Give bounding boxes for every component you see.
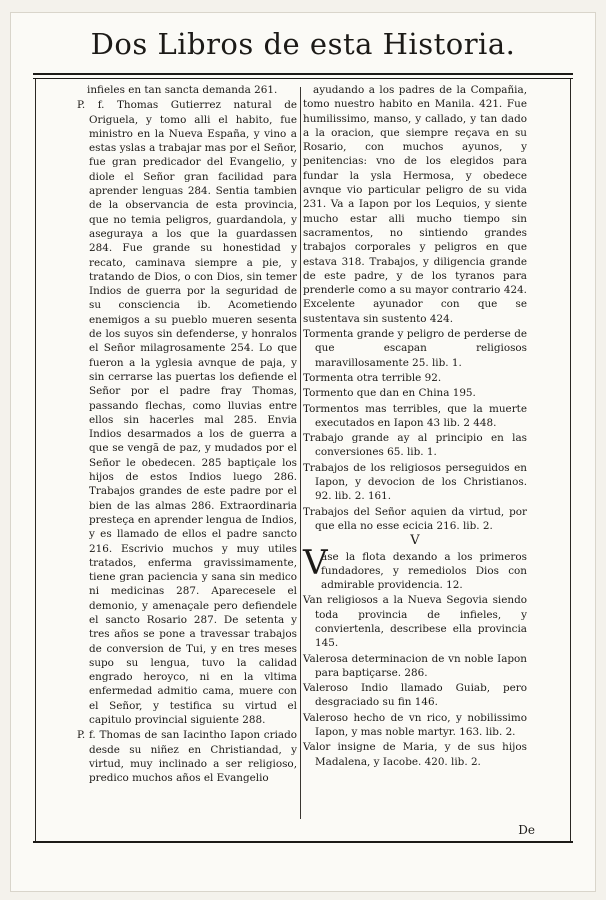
left-margin-rule	[35, 79, 36, 841]
index-entry: Tormenta grande y peligro de perderse de que escapan religiosos maravillosamente 25. lib. 1.	[303, 328, 527, 369]
index-entry: P. f. Thomas de san Iacintho Iapon criado desde su niñez en Christiandad, y virtud, muy inclinado a ser religioso, predico muchos años el Evangelio	[77, 729, 297, 785]
header-rule	[33, 73, 573, 75]
right-margin-rule	[570, 79, 571, 841]
index-entry: Tormentos mas terribles, que la muerte executados en Iapon 43 lib. 2 448.	[303, 402, 527, 429]
drop-cap: V	[303, 542, 328, 583]
index-entry: Trabajo grande ay al principio en las conversiones 65. lib. 1.	[303, 432, 527, 459]
index-entry: infieles en tan sancta demanda 261.	[87, 84, 278, 96]
index-entry: Tormento que dan en China 195.	[303, 387, 476, 400]
left-column	[77, 83, 297, 821]
column-divider	[300, 87, 301, 819]
footer-rule	[33, 841, 573, 843]
index-entry: Trabajos de los religiosos perseguidos en Iapon, y devocion de los Christianos. 92. lib. 2. 161.	[303, 461, 527, 503]
index-entry: Valeroso Indio llamado Guiab, pero desgraciado su fin 146.	[303, 682, 527, 709]
index-entry: ayudando a los padres de la Compañia, tomo nuestro habito en Manila. 421. Fue humilissimo, manso, y callado, y tan dado a la oracion, que siempre reçava en su Rosario, con muchos ayunos, y penitencias: vno de los elegidos para fundar la ysla Hermosa, y obedece avnque vio particular peligro de su vida 231. Va a Iapon por los Lequios, y siente mucho estar alli mucho tiempo sin sacramentos, no sintiendo grandes trabajos corporales y peligros en que estava 318. Trabajos, y diligencia grande de este padre, y de los tyranos para prenderle como a su mayor contrario 424. Excelente ayunador con que se sustentava sin sustento 424.	[303, 84, 527, 325]
index-entry: Trabajos del Señor aquien da virtud, por que ella no esse ecicia 216. lib. 2.	[303, 505, 527, 532]
index-entry: Valor insigne de Maria, y de sus hijos Madalena, y Iacobe. 420. lib. 2.	[303, 741, 527, 768]
section-letter: V	[410, 533, 420, 549]
catchword: De	[518, 823, 535, 837]
entry-text: ase la flota dexando a los primeros fundadores, y remediolos Dios con admirable providencia. 12.	[321, 550, 527, 592]
index-entry: Van religiosos a la Nueva Segovia siendo toda provincia de infieles, y conviertenla, describese ella provincia 145.	[303, 594, 527, 650]
right-column	[303, 83, 527, 821]
index-entry: Valeroso hecho de vn rico, y nobilissimo Iapon, y mas noble martyr. 163. lib. 2.	[303, 711, 527, 739]
index-entry	[303, 542, 527, 593]
header-rule-thin	[33, 78, 573, 79]
index-entry: Valerosa determinacion de vn noble Iapon para baptiçarse. 286.	[303, 652, 527, 679]
book-page	[10, 12, 596, 892]
index-entry: Tormenta otra terrible 92.	[303, 371, 442, 384]
running-head: Dos Libros de esta Historia.	[90, 27, 516, 61]
index-entry: P. f. Thomas Gutierrez natural de Origuela, y tomo alli el habito, fue ministro en la Nueva España, y vino a estas yslas a trabajar mas por el Señor, fue gran predicador del Evangelio, y diole el Señor gran facilidad para aprender lenguas 284. Sentia tambien de la observancia de esta provincia, que no temia peligros, guardandola, y aseguraya a los que la guardassen 284. Fue grande su honestidad y recato, caminava siempre a pie, y tratando de Dios, o con Dios, sin temer Indios de guerra por la seguridad de su consciencia ib. Acometiendo enemigos a su pueblo mueren sesenta de los suyos sin defenderse, y honralos el Señor milagrosamente 254. Lo que fueron a la yglesia avnque de paja, y sin cerrarse las puertas los defiende el Señor por el padre fray Thomas, passando flechas, como lluvias entre ellos sin hacerles mal 285. Envia Indios desarmados a los de guerra a que se vengã de paz, y mudados por el Señor le obedecen. 285 baptiçale los hijos de estos Indios luego 286. Trabajos grandes de este padre por el bien de las almas 286. Extraordinaria presteça en aprender lengua de Indios, y es llamado de ellos el padre sancto 216. Escrivio muchos y muy utiles tratados, enferma gravissimamente, tiene gran paciencia y sana sin medico ni medicinas 287. Aparecesele el demonio, y amenaçale pero defiendele el sancto Rosario 287. De setenta y tres años se pone a travessar trabajos de conversion de Tui, y en tres meses supo su lengua, tuvo la calidad engrado heroyco, ni en la vltima enfermedad admitio cama, muere con el Señor, y testifica su virtud el capitulo provincial siguiente 288.	[77, 99, 297, 727]
